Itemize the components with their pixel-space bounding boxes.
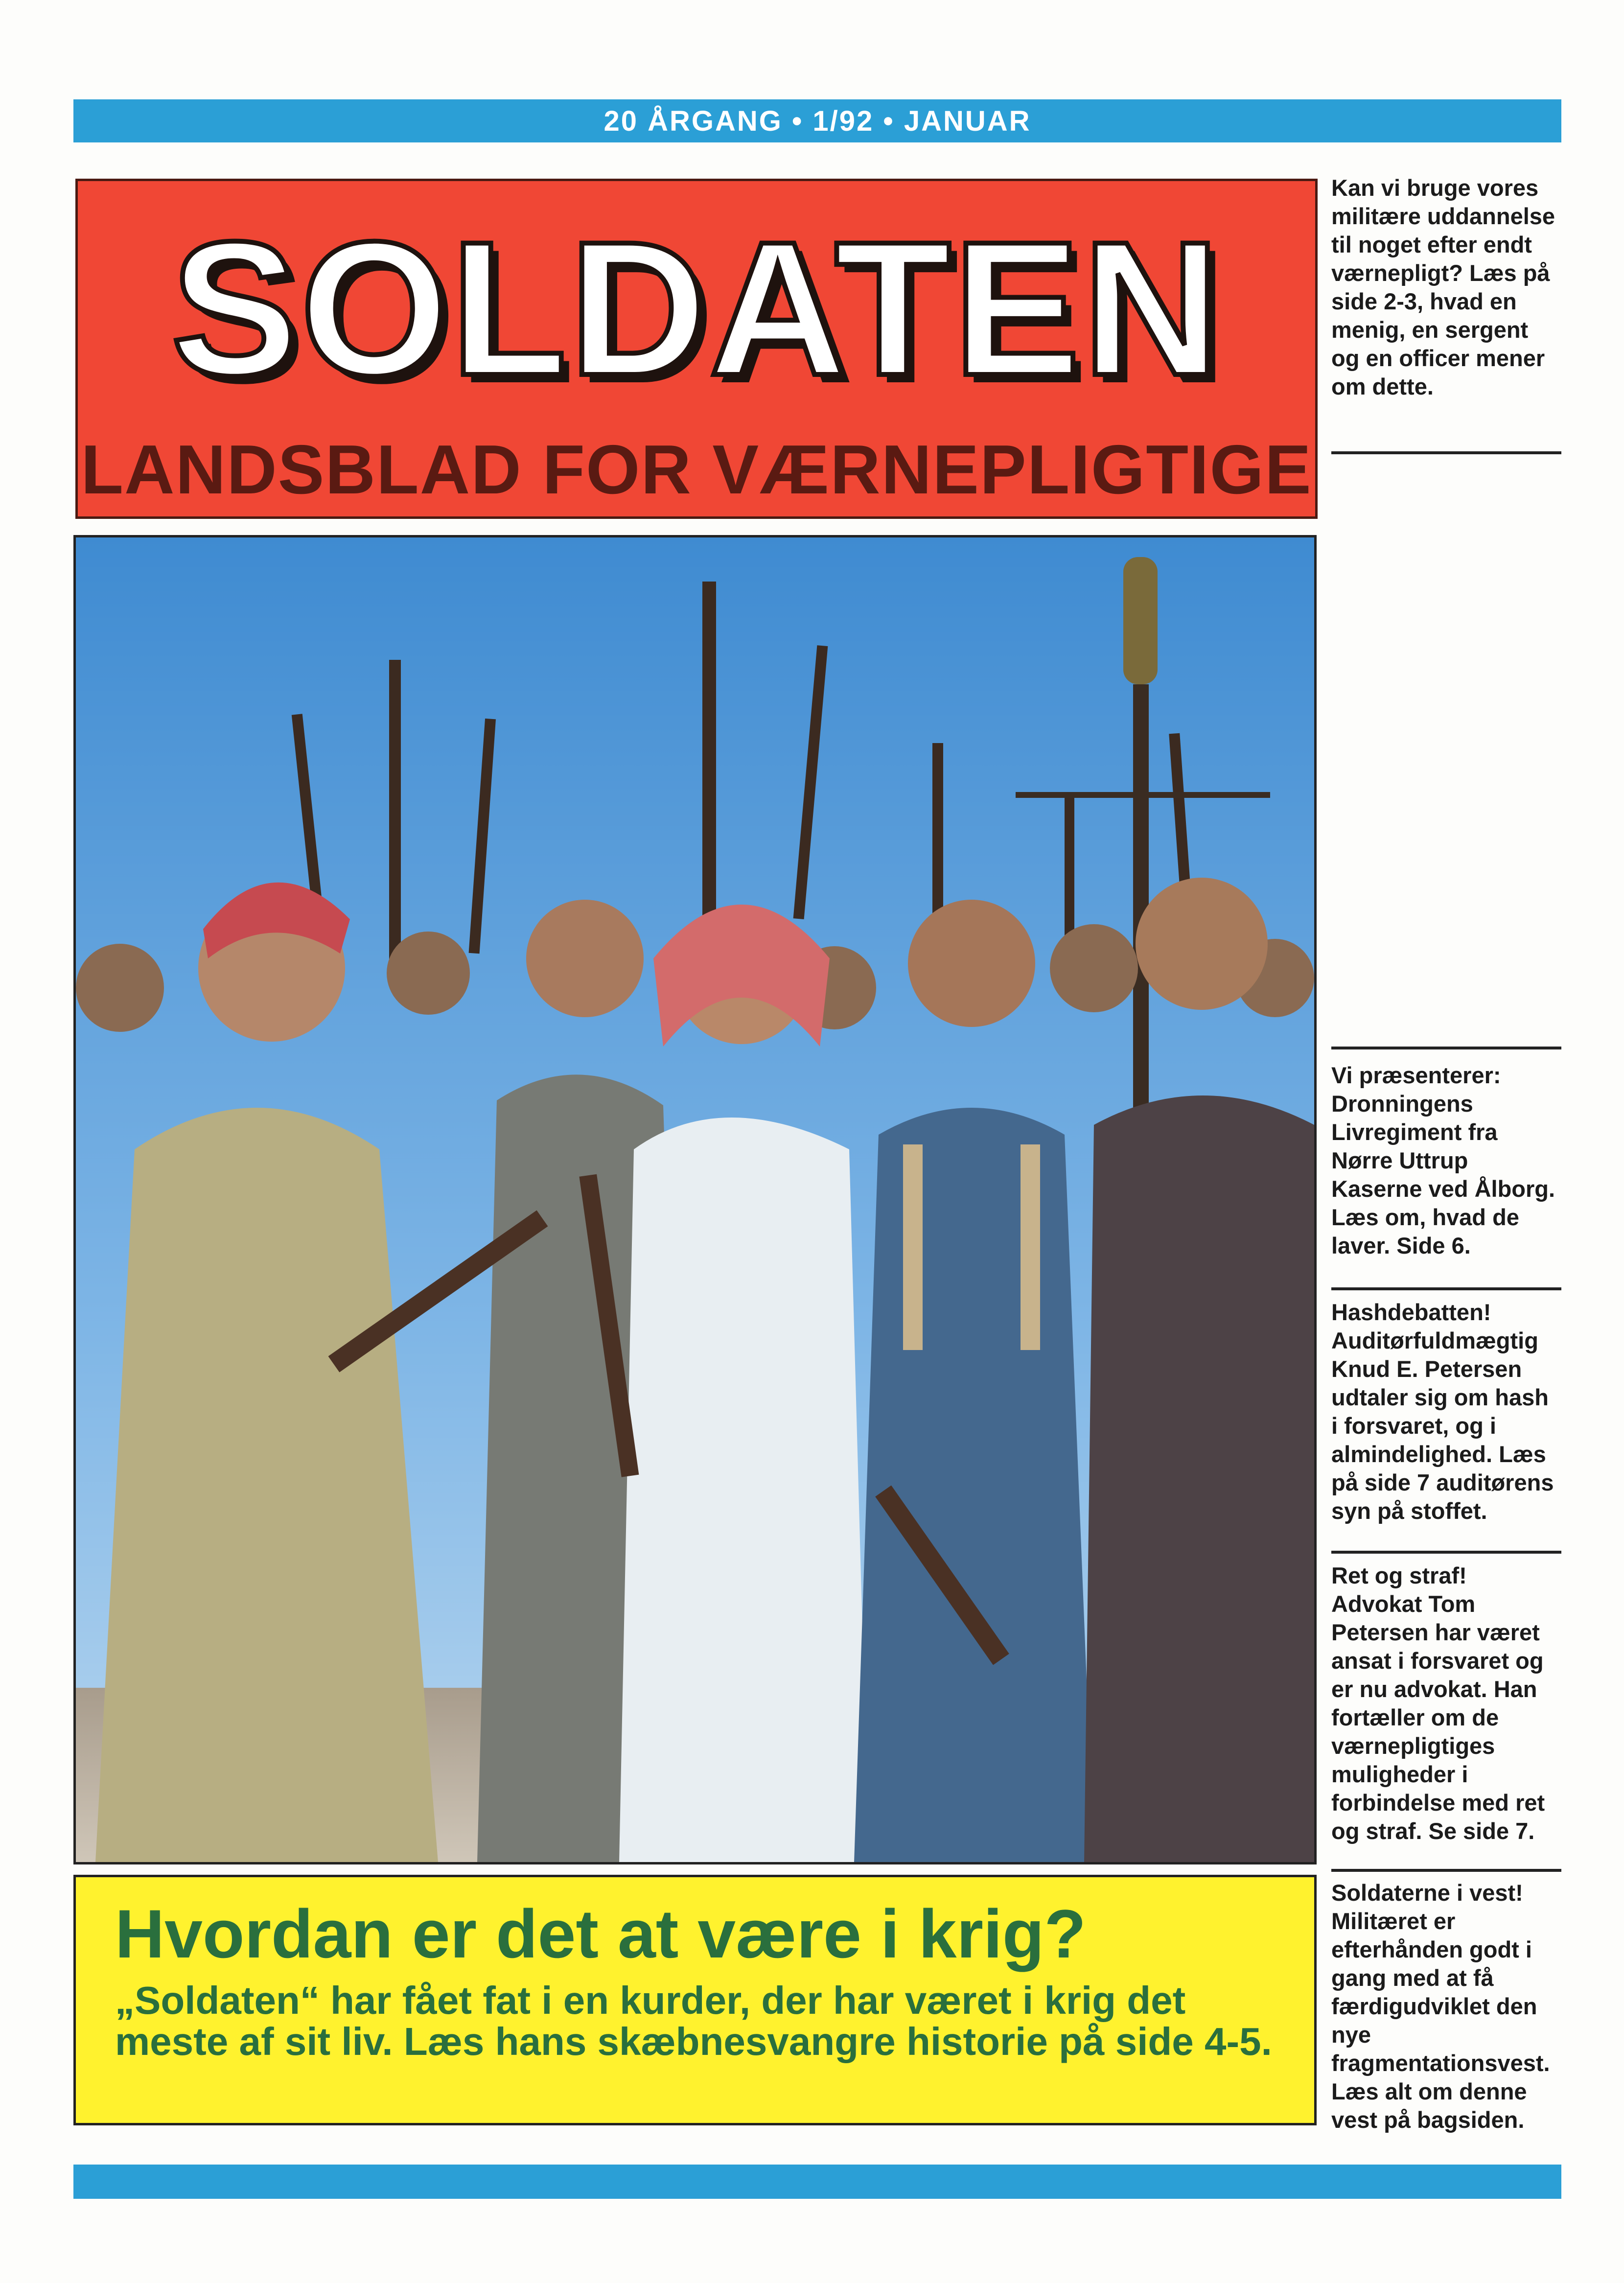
teaser-divider bbox=[1331, 1047, 1561, 1049]
teaser-divider bbox=[1331, 1551, 1561, 1554]
teaser-livregiment: Vi præsenterer: Dronningens Livregiment fra Nørre Uttrup Kaserne ved Ålborg. Læs om, hvad de laver. Side 6. bbox=[1331, 1062, 1555, 1258]
cover-lead: „Soldaten“ har fået fat i en kurder, der har været i krig det meste af sit liv. Læs hans skæbnesvangre historie på side 4-5. bbox=[115, 1979, 1272, 2063]
teaser-divider bbox=[1331, 1287, 1561, 1290]
masthead bbox=[75, 179, 1318, 519]
issue-band-text: 20 ÅRGANG • 1/92 • JANUAR bbox=[603, 105, 1031, 137]
teaser-law-punishment: Ret og straf! Advokat Tom Petersen har været ansat i forsvaret og er nu advokat. Han fortæller om de værnepligtiges muligheder i forbindelse med ret og straf. Se side 7. bbox=[1331, 1562, 1545, 1844]
teaser-divider bbox=[1331, 451, 1561, 454]
masthead-subtitle: LANDSBLAD FOR VÆRNEPLIGTIGE bbox=[81, 431, 1312, 509]
bottom-band bbox=[73, 2165, 1561, 2199]
teaser-vest: Soldaterne i vest! Militæret er efterhånden godt i gang med at få færdigudviklet den nye fragmentationsvest. Læs alt om denne vest på bagsiden. bbox=[1331, 1880, 1550, 2133]
teaser-divider bbox=[1331, 1869, 1561, 1872]
issue-band bbox=[73, 99, 1561, 142]
headline-box bbox=[73, 1875, 1317, 2125]
cover-photo bbox=[73, 535, 1317, 1864]
masthead-title: SOLDATEN bbox=[170, 202, 1223, 415]
cover-headline: Hvordan er det at være i krig? bbox=[115, 1895, 1086, 1972]
cover-photo-illustration bbox=[76, 537, 1314, 1862]
teaser-education: Kan vi bruge vores militære uddannelse til noget efter endt værnepligt? Læs på side 2-3, hvad en menig, en sergent og en officer mener om dette. bbox=[1331, 175, 1555, 399]
teaser-hash-debate: Hashdebatten! Auditørfuldmægtig Knud E. Petersen udtaler sig om hash i forsvaret, og i almindelighed. Læs på side 7 auditørens syn på stoffet. bbox=[1331, 1299, 1554, 1524]
